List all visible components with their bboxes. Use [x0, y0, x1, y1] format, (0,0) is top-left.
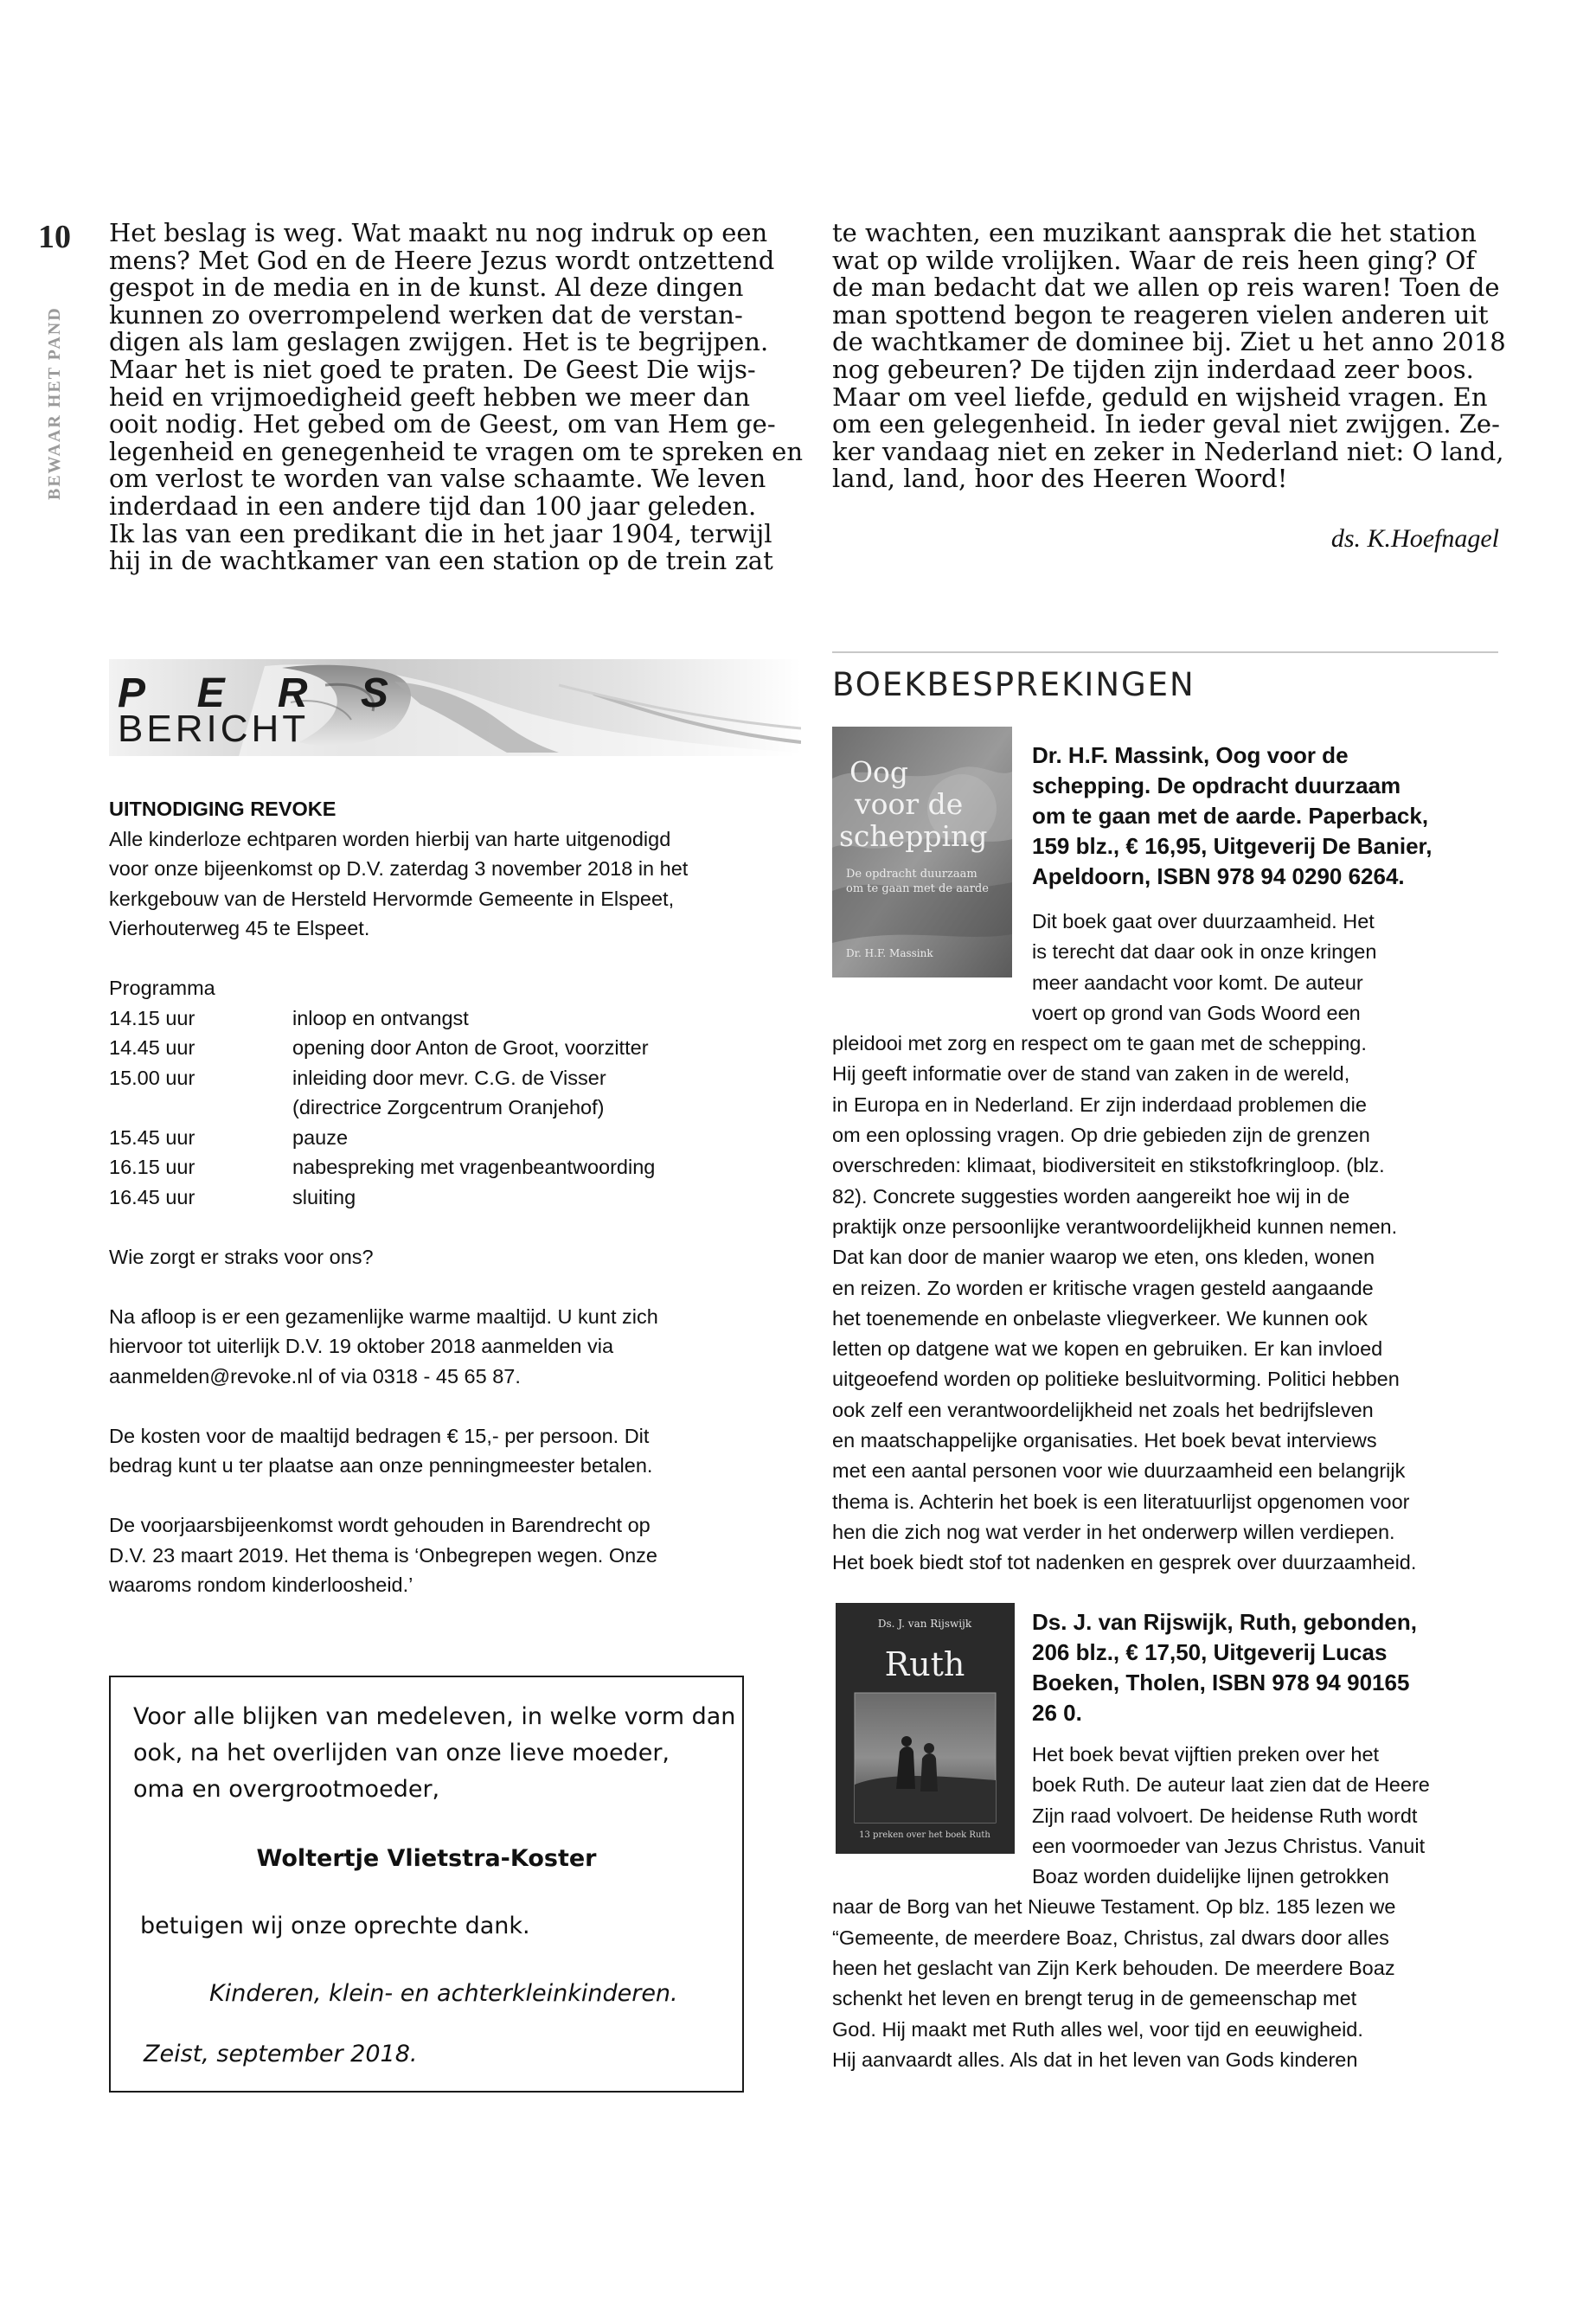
- review-line: Hij aanvaardt alles. Als dat in het leven van Gods kinderen: [832, 2048, 1358, 2071]
- essay-line: wat op wilde vrolijken. Waar de reis heen ging? Of: [832, 245, 1476, 275]
- essay-signature: ds. K.Hoefnagel: [1330, 524, 1499, 553]
- review-line: Boaz worden duidelijke lijnen getrokken: [1032, 1865, 1389, 1888]
- program-item: inloop en ontvangst: [292, 1006, 469, 1029]
- review-line: Het boek bevat vijftien preken over het: [1032, 1743, 1380, 1766]
- essay-right-column: [832, 218, 1506, 494]
- review-line: en reizen. Zo worden er kritische vragen gesteld aangaande: [832, 1276, 1374, 1299]
- program-item: inleiding door mevr. C.G. de Visser: [292, 1066, 606, 1089]
- cover1-subtitle-line: om te gaan met de aarde: [846, 882, 989, 895]
- review-line: in Europa en in Nederland. Er zijn inderdaad problemen die: [832, 1093, 1367, 1116]
- essay-line: heid en vrijmoedigheid geeft hebben we meer dan: [109, 381, 751, 412]
- review-line: boek Ruth. De auteur laat zien dat de Heere: [1032, 1773, 1430, 1797]
- essay-line: de man bedacht dat we allen op reis waren! Toen de: [832, 272, 1500, 303]
- deceased-name: Woltertje Vlietstra-Koster: [256, 1845, 597, 1872]
- essay-line: Ik las van een predikant die in het jaar 1904, terwijl: [109, 518, 772, 548]
- program-row: [109, 1063, 784, 1093]
- review-line: ook zelf een verantwoordelijkheid net zoals het bedrijfsleven: [832, 1398, 1374, 1421]
- review2-header: [1032, 1607, 1417, 1728]
- cover1-title-line: voor de: [855, 787, 964, 821]
- review-line: met een aantal personen voor wie duurzaamheid een belangrijk: [832, 1459, 1406, 1483]
- cover2-author: Ds. J. van Rijswijk: [877, 1618, 972, 1630]
- essay-line: de wachtkamer de dominee bij. Ziet u het anno 2018: [832, 327, 1506, 357]
- cover1-subtitle-line: De opdracht duurzaam: [846, 868, 977, 881]
- review-line: is terecht dat daar ook in onze kringen: [1032, 940, 1377, 964]
- program-row: [109, 1152, 784, 1183]
- review1-body: [832, 907, 1416, 1579]
- essay-line: gespot in de media en in de kunst. Al deze dingen: [109, 272, 744, 303]
- review-heading-line: 26 0.: [1032, 1700, 1082, 1726]
- review-line: heen het geslacht van Zijn Kerk behouden. De meerdere Boaz: [832, 1957, 1395, 1980]
- program-row: [109, 1003, 784, 1034]
- review-line: “Gemeente, de meerdere Boaz, Christus, zal dwars door alles: [832, 1926, 1389, 1949]
- program-time: 15.00 uur: [109, 1066, 195, 1089]
- essay-line: man spottend begon te reageren vielen anderen uit: [832, 299, 1489, 330]
- press-banner-title: P E R S: [118, 670, 409, 716]
- program-time: 14.15 uur: [109, 1006, 195, 1029]
- press-line: aanmelden@revoke.nl of via 0318 - 45 65 87.: [109, 1364, 521, 1388]
- section-divider: [832, 651, 1498, 653]
- program-item: opening door Anton de Groot, voorzitter: [292, 1036, 649, 1059]
- review-heading-line: schepping. De opdracht duurzaam: [1032, 772, 1401, 798]
- thanks-line: oma en overgrootmoeder,: [133, 1776, 440, 1803]
- press-banner-subtitle: BERICHT: [118, 708, 310, 750]
- review-heading-line: 159 blz., € 16,95, Uitgeverij De Banier,: [1032, 833, 1433, 859]
- essay-line: hij in de wachtkamer van een station op de trein zat: [109, 546, 773, 576]
- review-heading-line: Apeldoorn, ISBN 978 94 0290 6264.: [1032, 863, 1405, 889]
- review-heading-line: Dr. H.F. Massink, Oog voor de: [1032, 742, 1349, 768]
- press-line: De kosten voor de maaltijd bedragen € 15,- per persoon. Dit: [109, 1424, 650, 1447]
- review-line: Het boek biedt stof tot nadenken en gesprek over duurzaamheid.: [832, 1551, 1417, 1574]
- review-line: om een oplossing vragen. Op drie gebieden zijn de grenzen: [832, 1124, 1370, 1147]
- cover1-author: Dr. H.F. Massink: [846, 947, 933, 959]
- essay-line: te wachten, een muzikant aansprak die het station: [832, 218, 1477, 247]
- press-line: Alle kinderloze echtparen worden hierbij van harte uitgenodigd: [109, 827, 671, 850]
- program-item: (directrice Zorgcentrum Oranjehof): [292, 1096, 605, 1118]
- review-line: 82). Concrete suggesties worden aangereikt hoe wij in de: [832, 1184, 1350, 1208]
- press-line: hiervoor tot uiterlijk D.V. 19 oktober 2018 aanmelden via: [109, 1335, 614, 1357]
- cover1-title-line: Oog: [849, 755, 909, 789]
- thanks-place-date: Zeist, september 2018.: [144, 2041, 418, 2067]
- essay-line: kunnen zo overrompelend werken dat de verstan-: [109, 299, 743, 330]
- review-line: praktijk onze persoonlijke verantwoordelijkheid kunnen nemen.: [832, 1215, 1398, 1238]
- press-line: kerkgebouw van de Hersteld Hervormde Gemeente in Elspeet,: [109, 887, 675, 910]
- program-time: [109, 1093, 292, 1123]
- review-line: voert op grond van Gods Woord een: [1032, 1001, 1361, 1024]
- review-line: schenkt het leven en brengt terug in de gemeenschap met: [832, 1987, 1357, 2010]
- cover1-title-line: schepping: [839, 819, 988, 853]
- program-time: 15.45 uur: [109, 1125, 195, 1149]
- program-item: pauze: [292, 1125, 349, 1149]
- press-line: bedrag kunt u ter plaatse aan onze penningmeester betalen.: [109, 1454, 653, 1477]
- essay-line: digen als lam geslagen zwijgen. Het is te begrijpen.: [109, 327, 769, 357]
- review-line: het toenemende en onbelaste vliegverkeer. We kunnen ook: [832, 1306, 1368, 1330]
- review-line: thema is. Achterin het boek is een literatuurlijst opgenomen voor: [832, 1490, 1410, 1513]
- review-heading-line: Ds. J. van Rijswijk, Ruth, gebonden,: [1032, 1609, 1417, 1635]
- program-time: 16.15 uur: [109, 1156, 195, 1178]
- review-line: meer aandacht voor komt. De auteur: [1032, 971, 1363, 994]
- review-line: overschreden: klimaat, biodiversiteit en stikstofkringloop. (blz.: [832, 1154, 1385, 1177]
- press-line: waaroms rondom kinderloosheid.’: [109, 1574, 413, 1596]
- thanks-card: [109, 1676, 744, 2093]
- program-item: nabespreking met vragenbeantwoording: [292, 1156, 656, 1178]
- press-release: [109, 794, 784, 1600]
- review-line: Dat kan door de manier waarop we eten, ons kleden, wonen: [832, 1246, 1375, 1269]
- review-line: naar de Borg van het Nieuwe Testament. Op blz. 185 lezen we: [832, 1895, 1396, 1919]
- thanks-family: Kinderen, klein- en achterkleinkinderen.: [209, 1980, 678, 2007]
- review2-body: [832, 1740, 1430, 2075]
- cover2-title: Ruth: [884, 1645, 965, 1683]
- review-line: uitgeoefend worden op politieke besluitvorming. Politici hebben: [832, 1368, 1400, 1391]
- review-line: hen die zich nog wat verder in het onderwerp willen verdiepen.: [832, 1520, 1395, 1543]
- program-item: sluiting: [292, 1185, 356, 1208]
- essay-line: Het beslag is weg. Wat maakt nu nog indruk op een: [109, 218, 768, 247]
- cover2-subtitle: 13 preken over het boek Ruth: [859, 1830, 990, 1840]
- sidebar-section-label: [42, 277, 67, 502]
- thanks-statement: betuigen wij onze oprechte dank.: [140, 1913, 530, 1939]
- press-line: De voorjaarsbijeenkomst wordt gehouden in Barendrecht op: [109, 1514, 651, 1536]
- essay-line: nog gebeuren? De tijden zijn inderdaad zeer boos.: [832, 354, 1474, 384]
- program-time: 14.45 uur: [109, 1036, 195, 1059]
- program-row: [109, 1033, 784, 1063]
- essay-line: inderdaad in een andere tijd dan 100 jaar geleden.: [109, 490, 757, 521]
- press-title: UITNODIGING REVOKE: [109, 798, 337, 820]
- review-line: een voormoeder van Jezus Christus. Vanuit: [1032, 1834, 1426, 1857]
- review1-header: [1032, 740, 1432, 892]
- essay-line: Maar het is niet goed te praten. De Geest Die wijs-: [109, 354, 756, 384]
- review-line: pleidooi met zorg en respect om te gaan met de schepping.: [832, 1032, 1367, 1055]
- essay-line: mens? Met God en de Heere Jezus wordt ontzettend: [109, 245, 775, 275]
- program-time: 16.45 uur: [109, 1185, 195, 1208]
- review-heading-line: 206 blz., € 17,50, Uitgeverij Lucas: [1032, 1639, 1388, 1665]
- press-question: Wie zorgt er straks voor ons?: [109, 1245, 374, 1268]
- review-line: God. Hij maakt met Ruth alles wel, voor tijd en eeuwigheid.: [832, 2017, 1363, 2041]
- program-row: [109, 1183, 784, 1213]
- essay-line: Maar om veel liefde, geduld en wijsheid vragen. En: [832, 381, 1488, 412]
- program-row: [109, 1093, 784, 1123]
- review-line: Zijn raad volvoert. De heidense Ruth wordt: [1032, 1804, 1418, 1827]
- essay-line: om een gelegenheid. In ieder geval niet zwijgen. Ze-: [832, 409, 1500, 439]
- review-heading-line: Boeken, Tholen, ISBN 978 94 90165: [1032, 1670, 1410, 1695]
- essay-line: legenheid en genegenheid te vragen om te spreken en: [109, 436, 804, 466]
- essay-line: ker vandaag niet en zeker in Nederland niet: O land,: [832, 436, 1504, 466]
- review-line: en maatschappelijke organisaties. Het boek bevat interviews: [832, 1429, 1377, 1452]
- essay-line: land, land, hoor des Heeren Woord!: [832, 464, 1288, 494]
- page-number: 10: [38, 219, 71, 255]
- review-heading-line: om te gaan met de aarde. Paperback,: [1032, 803, 1429, 829]
- thanks-line: ook, na het overlijden van onze lieve moeder,: [133, 1740, 670, 1766]
- review-line: Dit boek gaat over duurzaamheid. Het: [1032, 910, 1375, 933]
- sidebar-label-text: BEWAAR HET PAND: [45, 306, 64, 500]
- reviews-heading: BOEKBESPREKINGEN: [832, 666, 1195, 703]
- essay-line: om verlost te worden van valse schaamte. We leven: [109, 464, 766, 494]
- press-line: voor onze bijeenkomst op D.V. zaterdag 3 november 2018 in het: [109, 857, 689, 880]
- essay-left-column: [109, 218, 804, 576]
- review-line: Hij geeft informatie over de stand van zaken in de wereld,: [832, 1062, 1350, 1086]
- essay-line: ooit nodig. Het gebed om de Geest, om van Hem ge-: [109, 409, 776, 439]
- program-row: [109, 1123, 784, 1153]
- press-line: D.V. 23 maart 2019. Het thema is ‘Onbegrepen wegen. Onze: [109, 1543, 658, 1567]
- review-line: letten op datgene wat we kopen en gebruiken. Er kan invloed: [832, 1337, 1383, 1361]
- press-line: Vierhouterweg 45 te Elspeet.: [109, 917, 370, 939]
- program-label: Programma: [109, 977, 215, 999]
- press-line: Na afloop is er een gezamenlijke warme maaltijd. U kunt zich: [109, 1304, 658, 1328]
- thanks-line: Voor alle blijken van medeleven, in welke vorm dan: [133, 1703, 736, 1730]
